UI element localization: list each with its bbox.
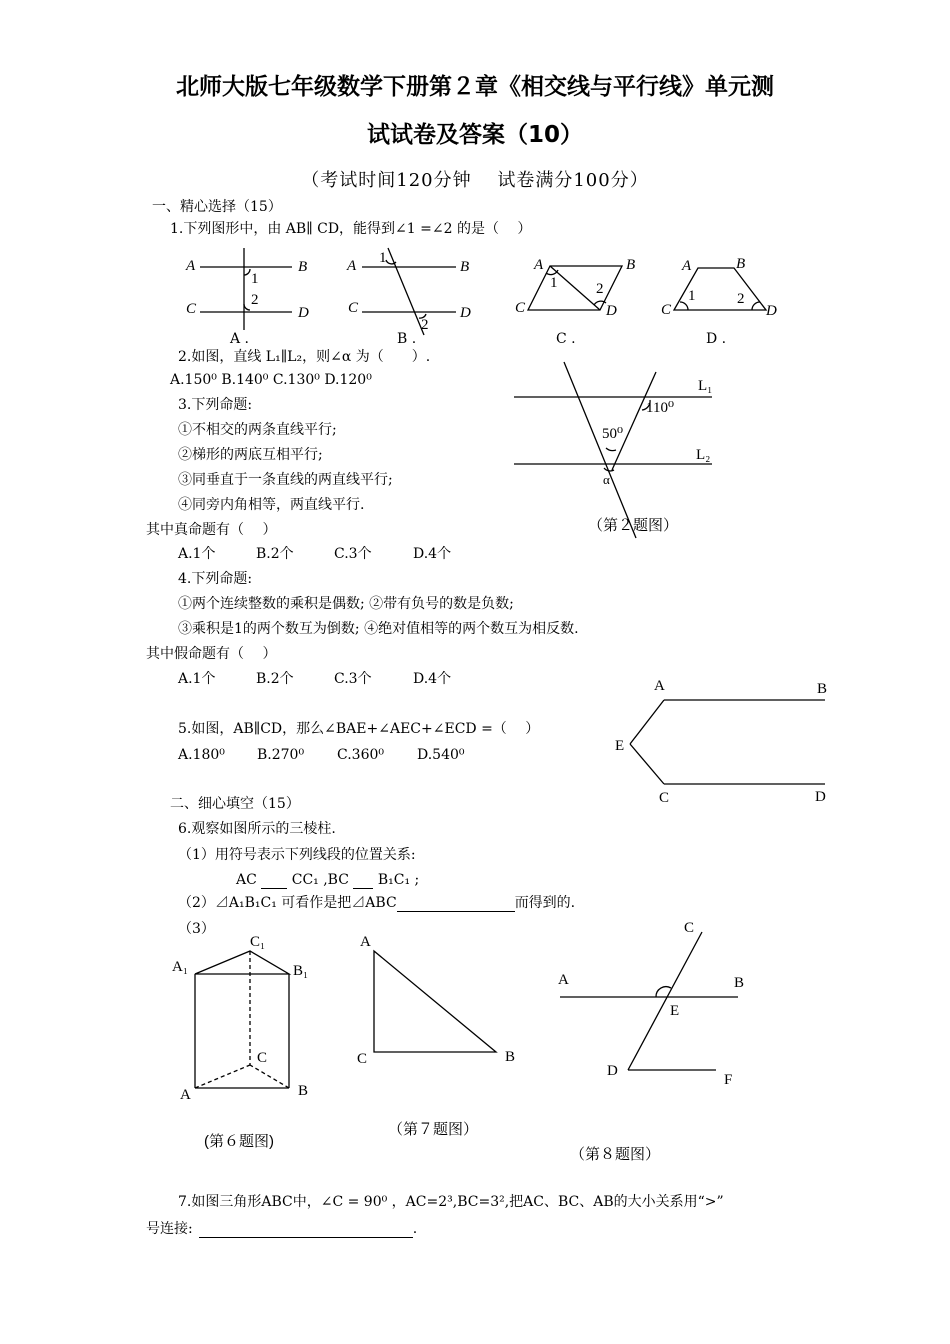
q5-label-c: C (659, 790, 670, 806)
figD-label-d: D (766, 303, 777, 319)
q5-label-e: E (615, 738, 625, 754)
q6-seg-ac: AC (236, 872, 257, 888)
q1-option-c: C . (556, 331, 576, 347)
q7-answer-blank[interactable] (199, 1223, 413, 1238)
q5-option-c: C.360⁰ (337, 747, 384, 763)
figB-label-1: 1 (379, 250, 387, 266)
q3-text: 3.下列命题: (178, 397, 253, 413)
q2-label-alpha: α (603, 472, 610, 487)
figC-label-1: 1 (550, 275, 558, 291)
q6-part2-post: 而得到的. (514, 895, 576, 911)
figA-label-a: A (186, 258, 196, 274)
fig8-label-a: A (558, 972, 569, 988)
q6-seg-bc: ,BC (323, 872, 349, 888)
section2-heading: 二、细心填空（15） (170, 796, 300, 812)
figC-label-d: D (606, 303, 617, 319)
q4-option-b: B.2个 (256, 671, 294, 687)
figD-label-2: 2 (737, 291, 745, 307)
prism-label-b: B (298, 1083, 309, 1099)
figB-label-2: 2 (421, 317, 429, 333)
figA-label-b: B (298, 259, 308, 275)
doc-title-line1: 北师大版七年级数学下册第２章《相交线与平行线》单元测 (176, 74, 774, 100)
figC-label-b: B (626, 257, 636, 273)
figA-label-c: C (186, 301, 197, 317)
q1-option-d: D . (706, 331, 727, 347)
q5-option-d: D.540⁰ (417, 747, 465, 763)
q3-item-2: ②梯形的两底互相平行; (178, 447, 323, 463)
q3-item-3: ③同垂直于一条直线的两直线平行; (178, 472, 393, 488)
figD-label-1: 1 (688, 288, 696, 304)
figD-label-b: B (736, 256, 746, 272)
fig8-label-f: F (724, 1072, 733, 1088)
q1-option-a: A . (230, 331, 250, 347)
q4-question: 其中假命题有（ ） (146, 646, 277, 662)
q4-option-d: D.4个 (413, 671, 452, 687)
prism-label-a1: A₁ (172, 959, 189, 975)
q7-text: 7.如图三角形ABC中，∠C = 90⁰ ，AC=2³,BC=3²,把AC、BC、AB的大小关系用“>” (178, 1194, 724, 1210)
q6-part2-pre: （2）⊿A₁B₁C₁ 可看作是把⊿ABC (178, 895, 397, 911)
figC-label-a: A (534, 257, 544, 273)
figB-label-d: D (460, 305, 471, 321)
q6-part3: （3） (178, 921, 215, 937)
fig8-line-cd (628, 932, 702, 1070)
triangle-label-c: C (357, 1051, 368, 1067)
q3-option-d: D.4个 (413, 546, 452, 562)
q5-label-d: D (815, 789, 826, 805)
q3-option-c: C.3个 (334, 546, 372, 562)
prism-label-c1: C₁ (250, 934, 266, 950)
q2-caption: （第２题图） (588, 517, 679, 534)
triangle-label-b: B (505, 1049, 516, 1065)
q2-label-l2: L₂ (696, 447, 711, 463)
q5-option-b: B.270⁰ (257, 747, 305, 763)
q3-option-a: A.1个 (178, 546, 216, 562)
q4-option-c: C.3个 (334, 671, 372, 687)
q1-option-b: B . (397, 331, 417, 347)
exam-info: （考试时间120分钟 试卷满分100分） (301, 170, 649, 191)
figB-label-a: A (347, 258, 357, 274)
q6-seg-cc1: CC₁ (291, 872, 319, 888)
q1-text: 1.下列图形中，由 AB∥ CD，能得到∠1 =∠2 的是（ ） (170, 221, 532, 237)
fig8-caption: （第８题图） (570, 1146, 661, 1163)
prism-label-a: A (180, 1087, 191, 1103)
q2-label-50: 50⁰ (602, 426, 624, 442)
figA-label-1: 1 (251, 271, 259, 287)
q3-question: 其中真命题有（ ） (146, 522, 277, 538)
fig8-label-c: C (684, 920, 695, 936)
fig8-label-e: E (670, 1003, 680, 1019)
section1-heading: 一、精心选择（15） (152, 199, 282, 215)
prism-label-b1: B₁ (293, 963, 309, 979)
figC-label-2: 2 (596, 281, 604, 297)
q7-text2: 号连接: (146, 1221, 193, 1237)
prism-label-c: C (257, 1050, 268, 1066)
figA-label-d: D (298, 305, 309, 321)
fig7-caption: （第７题图） (388, 1121, 479, 1138)
q6-text: 6.观察如图所示的三棱柱. (178, 821, 336, 837)
q5-option-a: A.180⁰ (178, 747, 225, 763)
q2-label-110: 110⁰ (646, 400, 674, 416)
q3-item-4: ④同旁内角相等，两直线平行. (178, 497, 365, 513)
q5-label-b: B (817, 681, 828, 697)
q5-label-a: A (654, 678, 665, 694)
figB-label-c: C (348, 300, 359, 316)
q4-text: 4.下列命题: (178, 571, 253, 587)
figA-label-2: 2 (251, 292, 259, 308)
figC-label-c: C (515, 300, 526, 316)
q7-line2 (146, 1220, 417, 1238)
q6-seg-b1c1: B₁C₁ ; (377, 872, 420, 888)
q3-option-b: B.2个 (256, 546, 294, 562)
figB-label-b: B (460, 259, 470, 275)
figD-label-c: C (661, 302, 672, 318)
q3-item-1: ①不相交的两条直线平行; (178, 422, 337, 438)
q6-part1: （1）用符号表示下列线段的位置关系: (178, 847, 416, 863)
fig8-label-b: B (734, 975, 745, 991)
q4-item-2: ③乘积是1的两个数互为倒数; ④绝对值相等的两个数互为相反数. (178, 621, 579, 637)
q4-item-1: ①两个连续整数的乘积是偶数; ②带有负号的数是负数; (178, 596, 514, 612)
fig6-caption: (第６题图) (204, 1133, 274, 1150)
q2-text: 2.如图，直线 L₁∥L₂，则∠α 为（ ）. (178, 349, 431, 365)
triangle-label-a: A (360, 934, 371, 950)
figD-label-a: A (682, 258, 692, 274)
q4-option-a: A.1个 (178, 671, 216, 687)
q2-label-l1: L₁ (698, 378, 713, 394)
fig8-label-d: D (607, 1063, 618, 1079)
q5-text: 5.如图，AB∥CD，那么∠BAE+∠AEC+∠ECD =（ ） (178, 721, 540, 737)
q2-options: A.150⁰ B.140⁰ C.130⁰ D.120⁰ (170, 372, 372, 388)
q7-end: . (412, 1221, 418, 1237)
fig8-arc-e (656, 987, 671, 997)
doc-title-line2: 试试卷及答案（10） (366, 122, 583, 148)
